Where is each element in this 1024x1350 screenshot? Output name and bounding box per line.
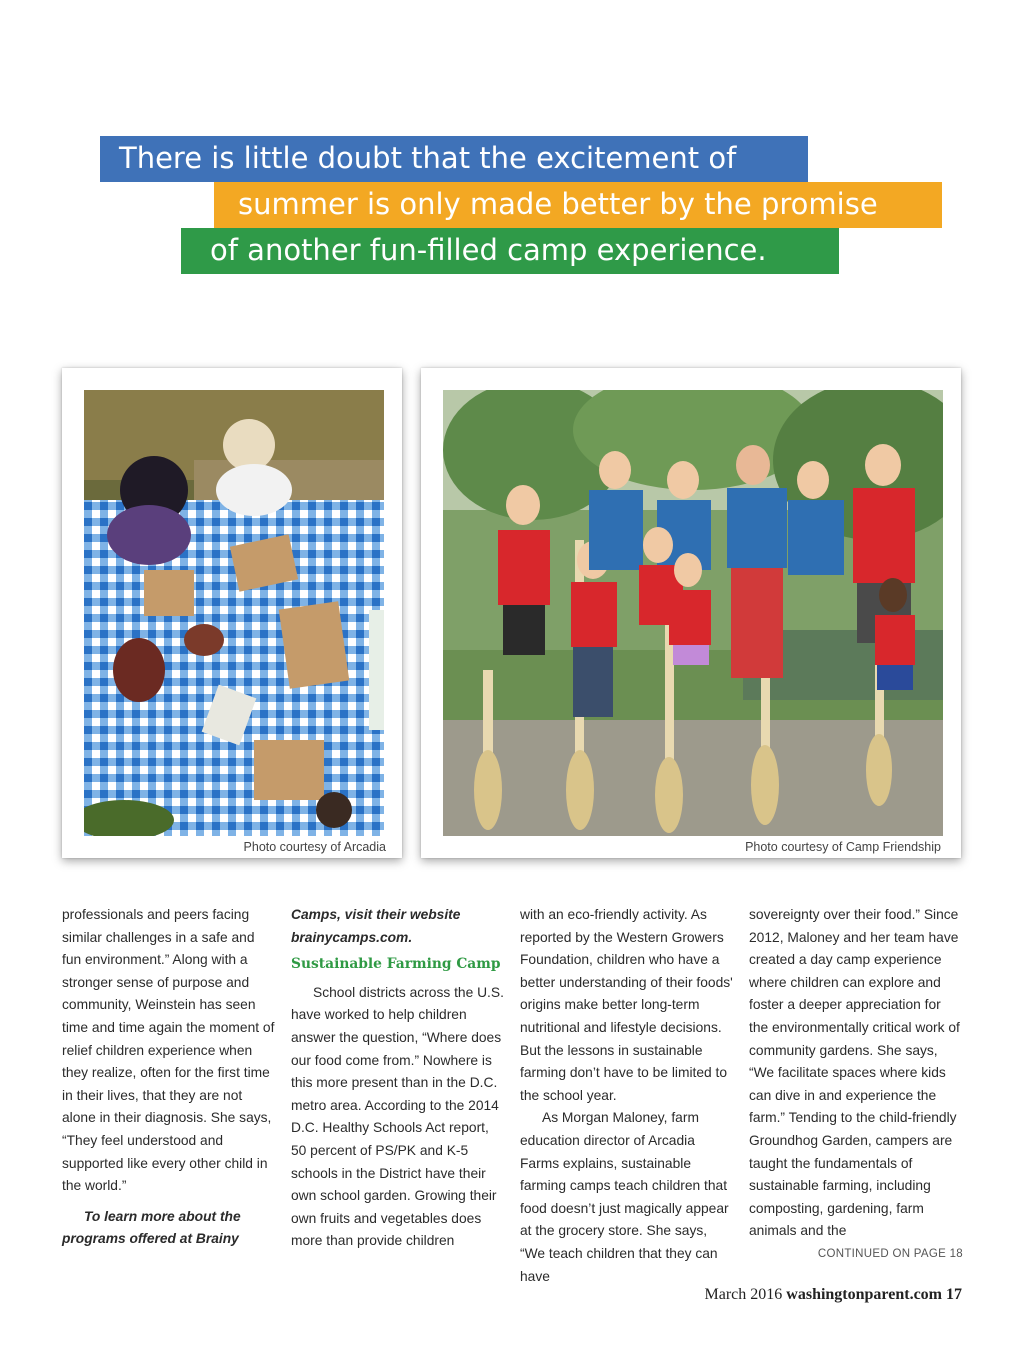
article-paragraph: with an eco-friendly activity. As reported by the Western Growers Foundation, children who have a better understanding of their foods' origins make better long-term nutritional and lifestyle decisions. But the lessons in sustainable farming don’t have to be limited to the school year. <box>520 907 733 1103</box>
crafts-photo-illustration <box>84 390 384 836</box>
article-column-4 <box>749 904 963 1266</box>
article-column-1 <box>62 904 276 1251</box>
pull-quote-line-1: There is little doubt that the excitement of <box>100 136 808 182</box>
page-footer <box>705 1286 962 1304</box>
group-photo-illustration <box>443 390 943 836</box>
issue-date: March 2016 <box>704 1286 783 1303</box>
article-column-3 <box>520 904 734 1288</box>
article-paragraph: sovereignty over their food.” Since 2012, Maloney and her team have created a day camp experience where children can explore and foster a deeper appreciation for the environmentally critical work of community gardens. She says, “We facilitate spaces where kids can dive in and experience the farm.” Tending to the child-friendly Groundhog Garden, campers are taught the fundamentals of sustainable farming, including composting, gardening, farm animals and the <box>749 907 960 1239</box>
section-heading: Sustainable Farming Camp <box>291 956 501 973</box>
photo-caption-arcadia: Photo courtesy of Arcadia <box>243 840 386 854</box>
article-paragraph: As Morgan Maloney, farm education director of Arcadia Farms explains, sustainable farming camps teach children that food doesn’t just magically appear at the grocery store. She says, “We teach children that they can have <box>520 1110 729 1284</box>
photo-caption-camp-friendship: Photo courtesy of Camp Friendship <box>745 840 941 854</box>
article-paragraph: School districts across the U.S. have worked to help children answer the question, “Where does our food come from.” Nowhere is this more present than in the D.C. metro area. According to the 2014 D.C. Healthy Schools Act report, 50 percent of PS/PK and K-5 schools in the District have their own school garden. Growing their own fruits and vegetables does more than provide children <box>291 984 504 1249</box>
promo-text-end: Camps, visit their website brainycamps.com. <box>291 907 461 945</box>
page-number: 17 <box>946 1286 962 1303</box>
photo-card-camp-friendship <box>421 368 961 858</box>
pull-quote-line-2: summer is only made better by the promise <box>214 182 942 228</box>
article-paragraph: professionals and peers facing similar challenges in a safe and fun environment.” Along with a stronger sense of purpose and community, Weinstein has seen time and time again the moment of relief children experience when they realize, often for the first time in their lives, that they are not alone in their diagnosis. She says, “They feel understood and supported like every other child in the world.” <box>62 907 275 1194</box>
article-column-2 <box>291 904 505 1253</box>
website-name: washingtonparent.com <box>786 1286 942 1303</box>
photo-card-arcadia <box>62 368 402 858</box>
promo-text-start: To learn more about the programs offered at Brainy <box>62 1208 241 1247</box>
photo-arcadia-crafts <box>84 390 384 836</box>
photo-camp-friendship-group <box>443 390 943 836</box>
pull-quote-line-3: of another fun-filled camp experience. <box>181 228 839 274</box>
continued-on-page-link[interactable]: CONTINUED ON PAGE 18 <box>817 1247 963 1260</box>
